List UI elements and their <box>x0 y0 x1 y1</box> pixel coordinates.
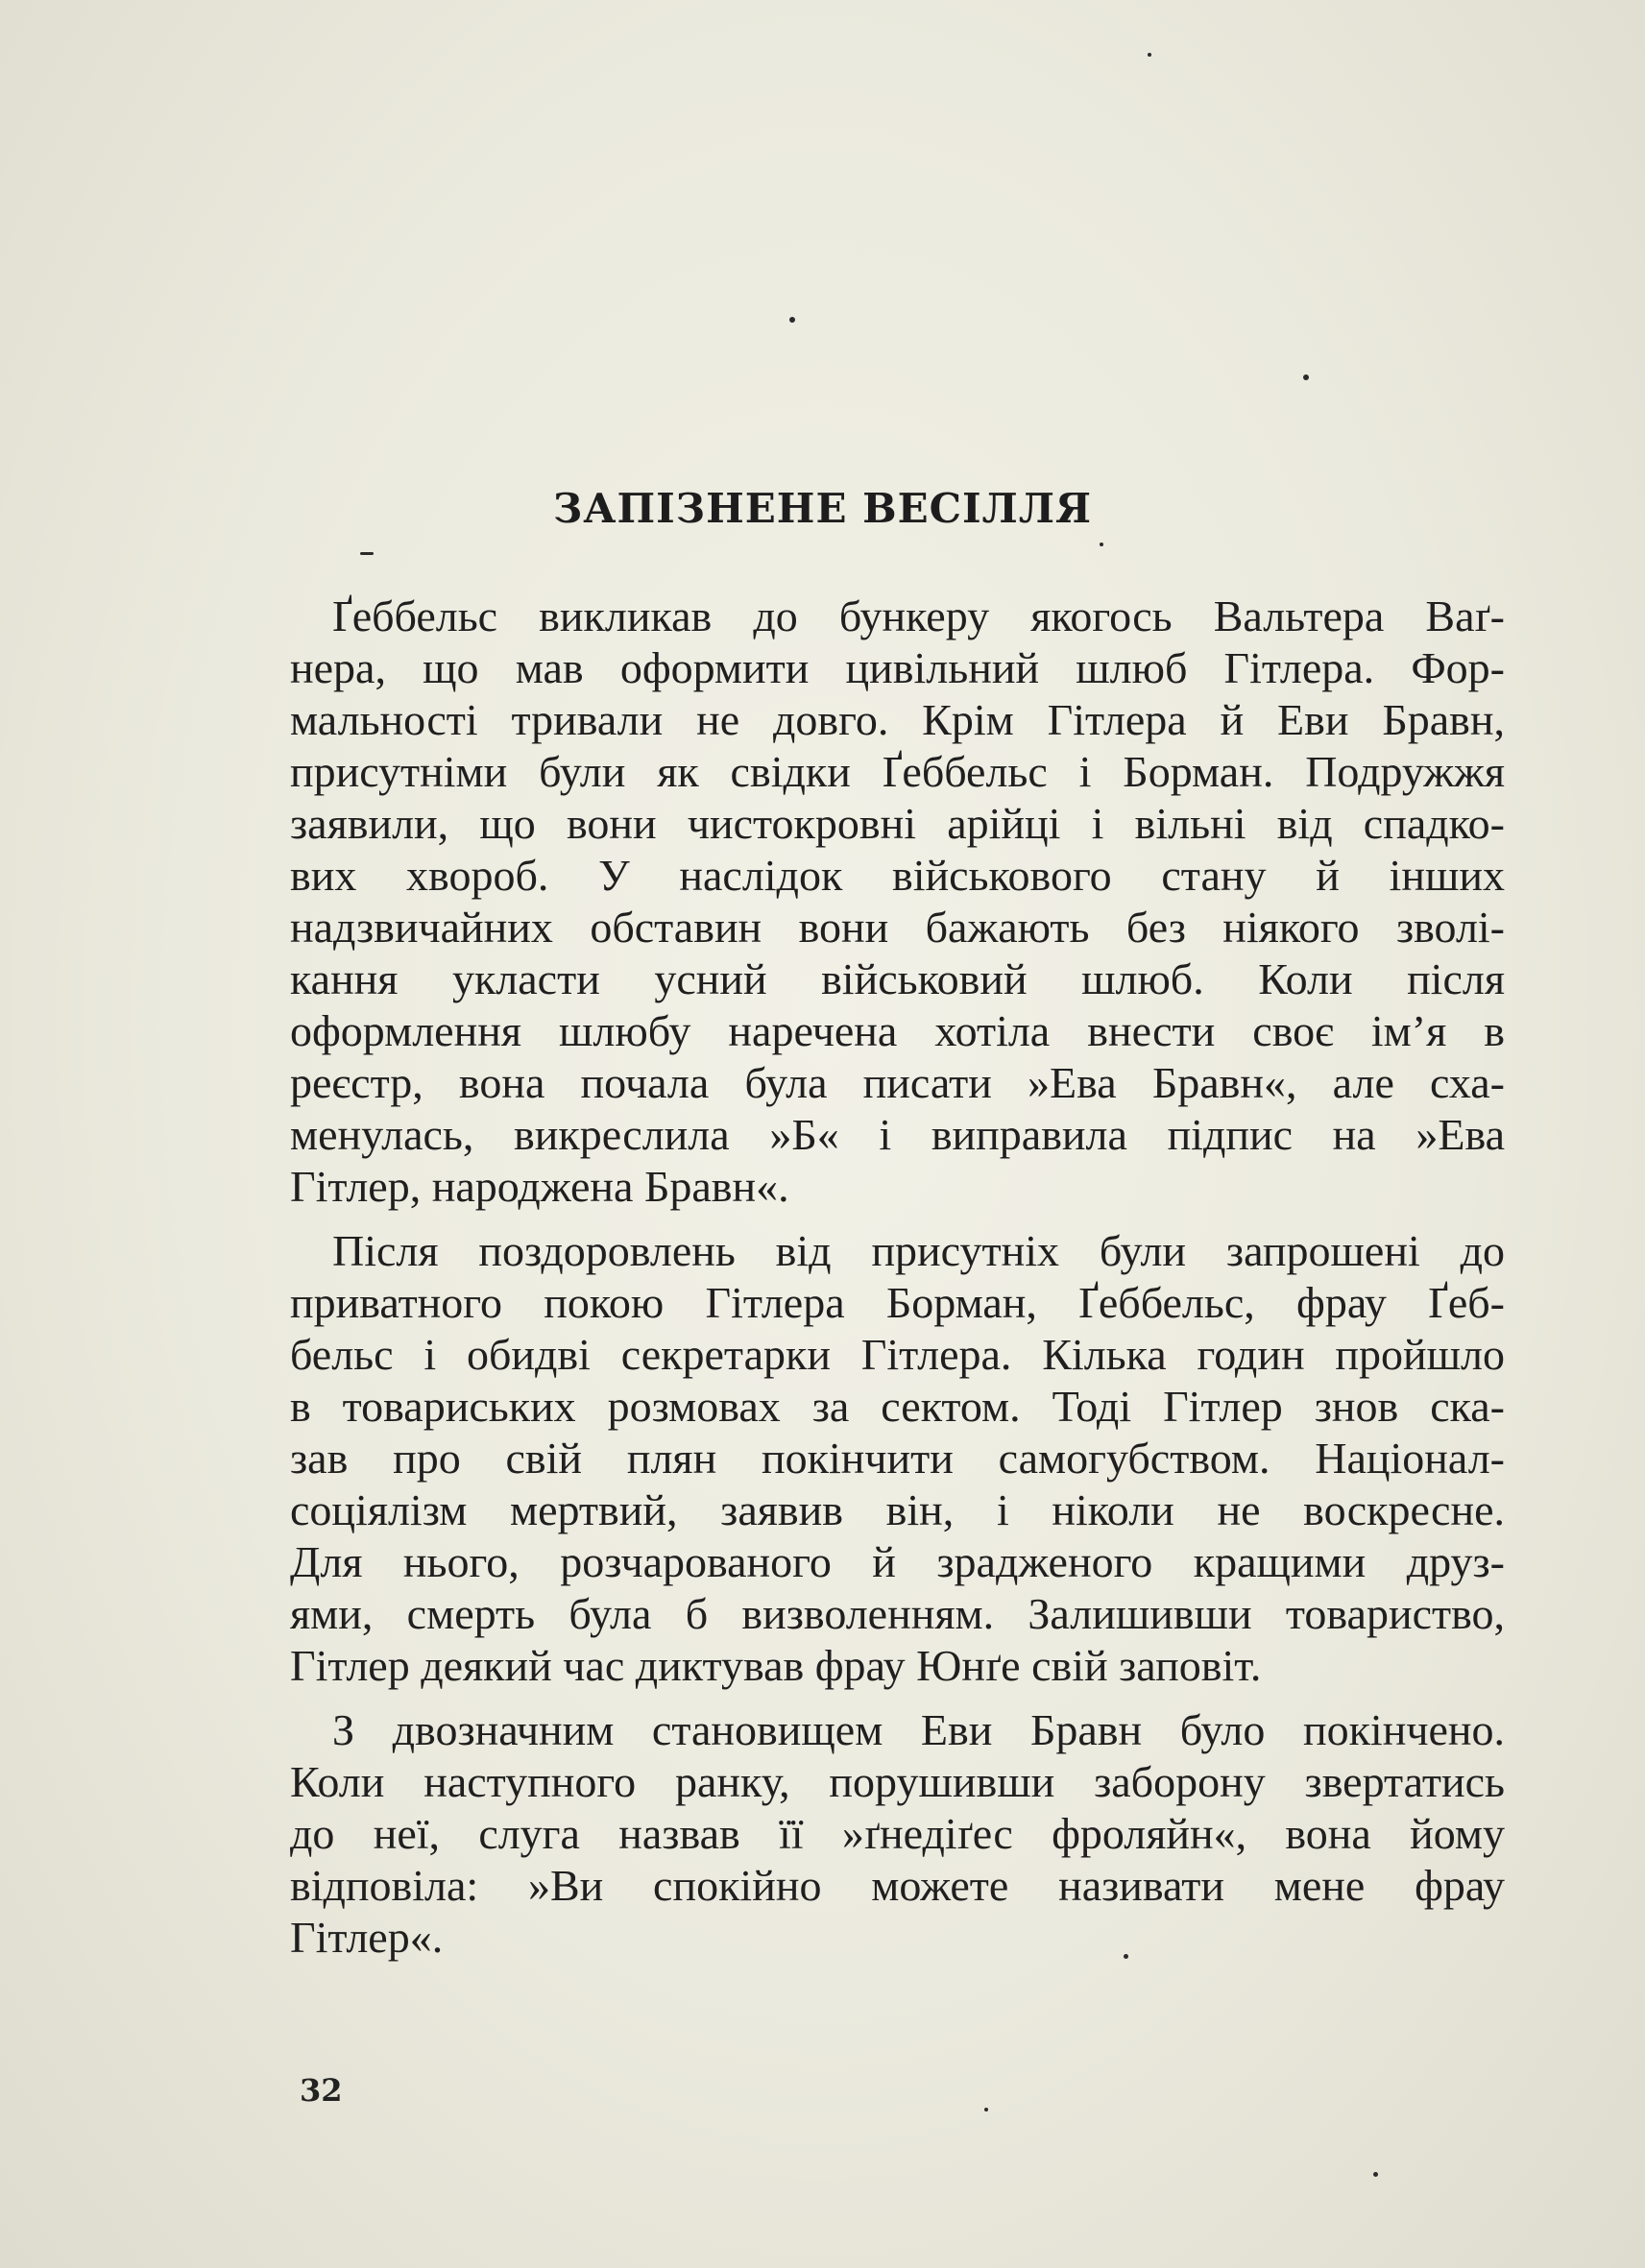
text-line: заявили, що вони чистокровні арійці і вільні від спадко- <box>290 799 1505 848</box>
paragraph-3 <box>290 1704 1505 1964</box>
text-line: оформлення шлюбу наречена хотіла внести своє ім’я в <box>290 1006 1505 1055</box>
text-line: бельс і обидві секретарки Гітлера. Кілька годин пройшло <box>290 1330 1505 1379</box>
text-line: реєстр, вона почала була писати »Ева Бравн«, але сха- <box>290 1058 1505 1107</box>
text-line: присутніми були як свідки Ґеббельс і Борман. Подружжя <box>290 747 1505 796</box>
paper-speck <box>1373 2172 1378 2177</box>
text-line: Гітлер, народжена Бравн«. <box>290 1162 789 1211</box>
text-line: соціялізм мертвий, заявив він, і ніколи не воскресне. <box>290 1485 1505 1534</box>
text-line: Гітлер«. <box>290 1913 444 1962</box>
text-line: зав про свій плян покінчити самогубством. Націонал- <box>290 1434 1505 1483</box>
text-line: нера, що мав оформити цивільний шлюб Гітлера. Фор- <box>290 643 1505 692</box>
paper-speck <box>360 552 374 555</box>
text-line: Коли наступного ранку, порушивши заборону звертатись <box>290 1757 1505 1806</box>
paper-speck <box>1100 543 1103 546</box>
paper-speck <box>1303 374 1309 380</box>
text-line: в товариських розмовах за сектом. Тоді Гітлер знов ска- <box>290 1382 1505 1431</box>
text-line: З двозначним становищем Еви Бравн було покінчено. <box>332 1705 1505 1754</box>
text-line: приватного покою Гітлера Борман, Ґеббельс, фрау Ґеб- <box>290 1278 1505 1327</box>
text-line: Після поздоровлень від присутніх були запрошені до <box>332 1226 1505 1275</box>
body-text <box>290 591 1505 1976</box>
text-line: вих хвороб. У наслідок військового стану й інших <box>290 851 1505 900</box>
page-number: 32 <box>300 2072 343 2109</box>
paragraph-1 <box>290 591 1505 1213</box>
text-line: кання укласти усний військовий шлюб. Коли після <box>290 954 1505 1003</box>
text-line: Гітлер деякий час диктував фрау Юнґе свій заповіт. <box>290 1641 1262 1690</box>
text-line: ями, смерть була б визволенням. Залишивши товариство, <box>290 1589 1505 1638</box>
paper-speck <box>789 317 795 323</box>
chapter-title: ЗАПІЗНЕНЕ ВЕСІЛЛЯ <box>552 485 1092 532</box>
text-line: Ґеббельс викликав до бункеру якогось Вальтера Ваґ- <box>332 591 1505 640</box>
paper-speck <box>1124 1954 1128 1959</box>
text-line: менулась, викреслила »Б« і виправила підпис на »Ева <box>290 1110 1505 1159</box>
paper-speck <box>1148 53 1151 57</box>
paragraph-2 <box>290 1225 1505 1692</box>
text-line: відповіла: »Ви спокійно можете називати мене фрау <box>290 1861 1505 1910</box>
paper-speck <box>984 2108 988 2111</box>
text-line: надзвичайних обставин вони бажають без ніякого зволі- <box>290 903 1505 952</box>
text-line: до неї, слуга назвав її »ґнедіґес фроляйн«, вона йому <box>290 1809 1505 1858</box>
text-line: Для нього, розчарованого й зрадженого кращими друз- <box>290 1537 1505 1586</box>
text-line: мальності тривали не довго. Крім Гітлера й Еви Бравн, <box>290 695 1505 744</box>
